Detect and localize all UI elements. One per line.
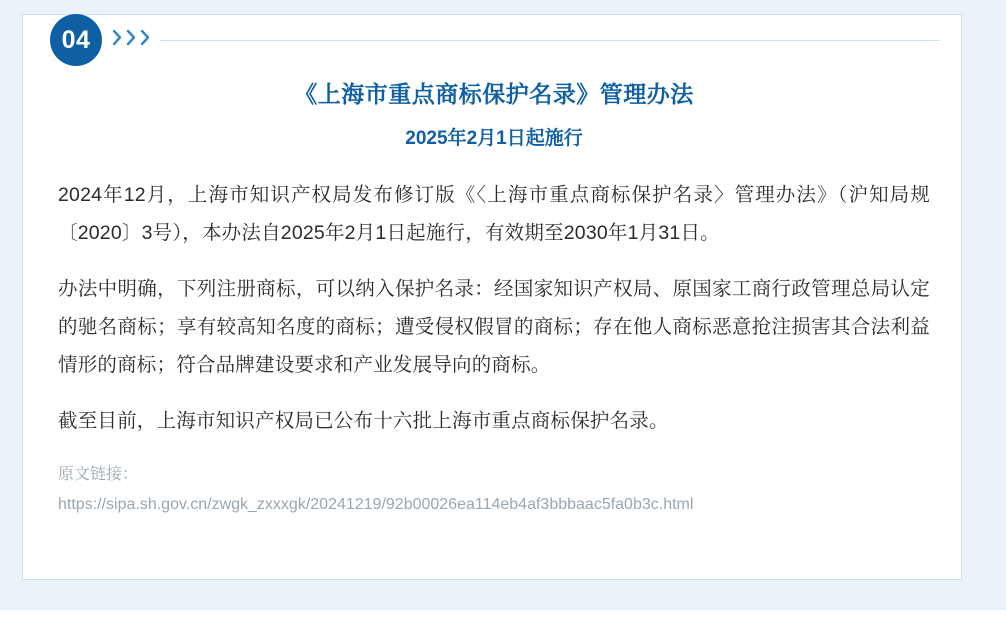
article-paragraph: 办法中明确，下列注册商标，可以纳入保护名录：经国家知识产权局、原国家工商行政管理总局认定的驰名商标；享有较高知名度的商标；遭受侵权假冒的商标；存在他人商标恶意抢注损害其合法利益情形的商标；符合品牌建设要求和产业发展导向的商标。 <box>58 278 930 376</box>
article-title: 《上海市重点商标保护名录》管理办法 <box>294 81 694 107</box>
article-paragraph: 截至目前，上海市知识产权局已公布十六批上海市重点商标保护名录。 <box>58 410 669 432</box>
article-body <box>58 76 930 520</box>
chevron-right-icon <box>112 29 123 46</box>
background-panel-right <box>984 0 1006 610</box>
article-paragraph: 2024年12月，上海市知识产权局发布修订版《〈上海市重点商标保护名录〉管理办法》（沪知局规〔2020〕3号），本办法自2025年2月1日起施行，有效期至2030年1月31日。 <box>58 184 930 244</box>
chevron-right-icon <box>140 29 151 46</box>
source-label: 原文链接： <box>58 466 139 483</box>
header-divider <box>160 40 940 41</box>
source-url-link[interactable]: https://sipa.sh.gov.cn/zwgk_zxxxgk/20241219/92b00026ea114eb4af3bbbaac5fa0b3c.html <box>58 496 694 513</box>
section-number-label: 04 <box>61 25 91 54</box>
article-subtitle: 2025年2月1日起施行 <box>405 128 583 149</box>
section-number-badge <box>50 14 102 66</box>
chevron-right-icon <box>126 29 137 46</box>
chevron-group <box>112 29 151 46</box>
